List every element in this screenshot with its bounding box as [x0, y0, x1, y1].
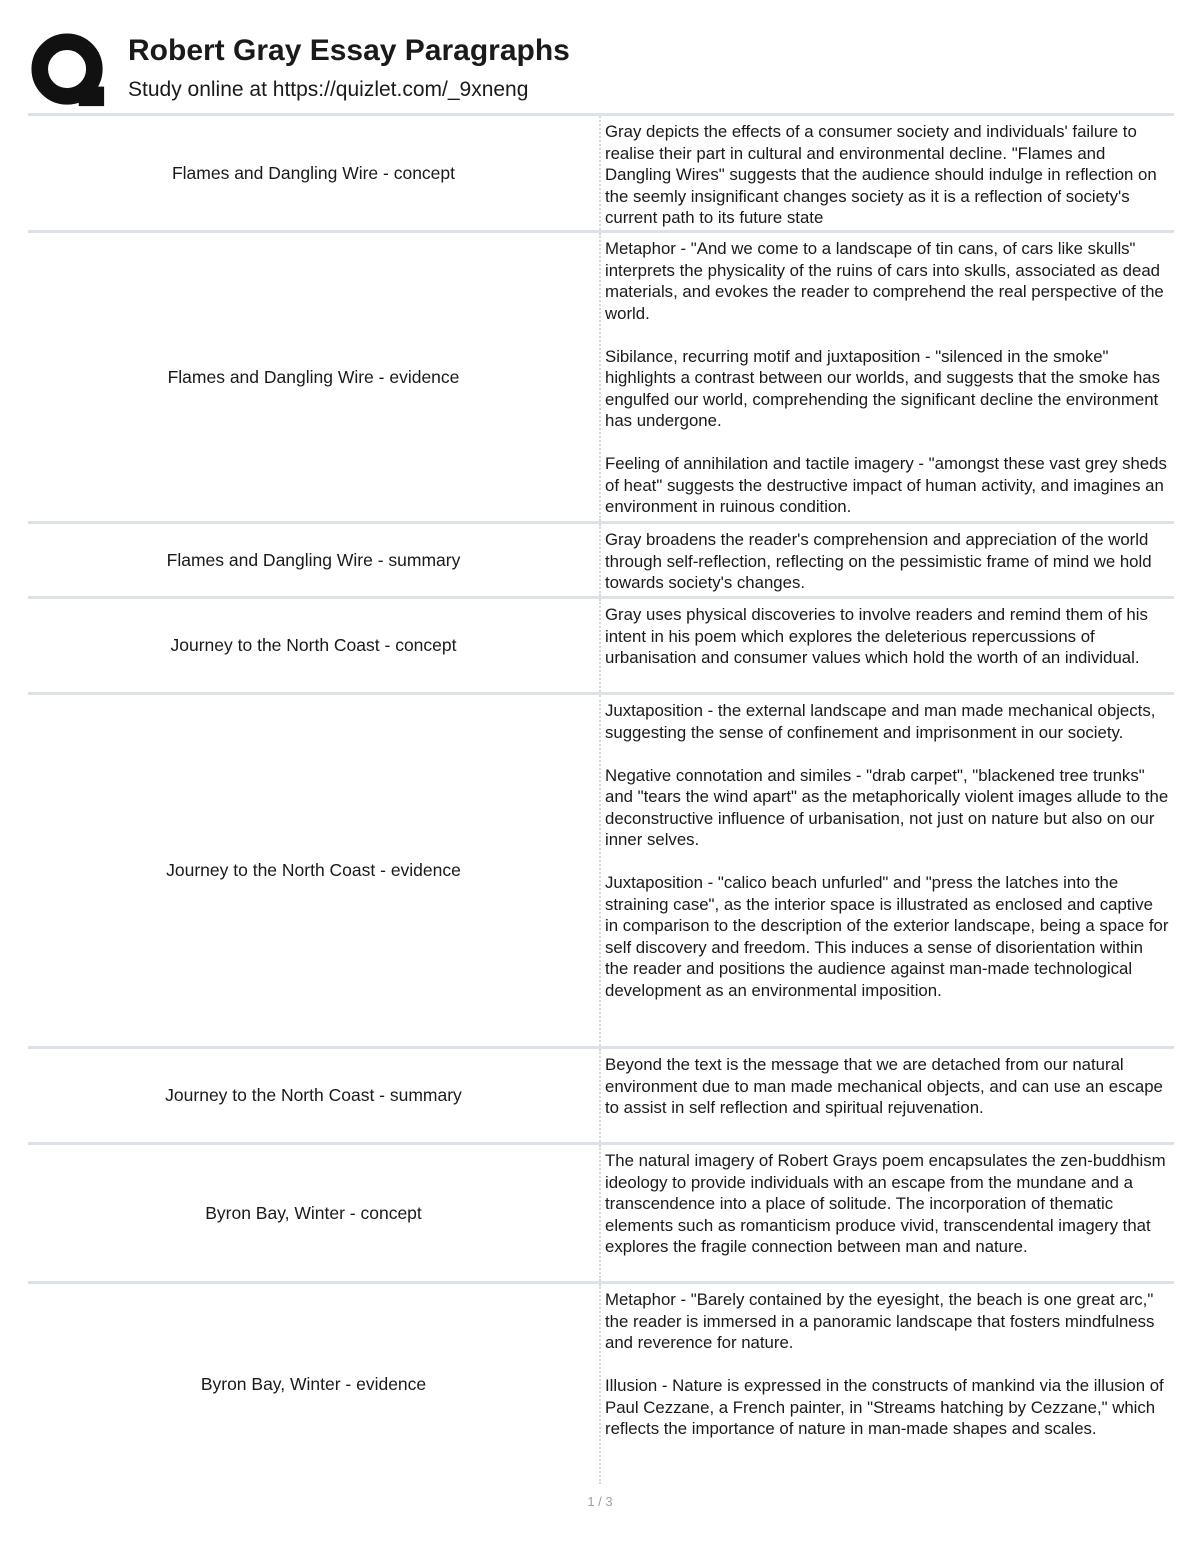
card-definition: Metaphor - "And we come to a landscape of tin cans, of cars like skulls" interprets the physicality of the ruins of cars into skulls, associated as dead materials, and evokes the reader to comprehend the real perspective of the world. Sibilance, recurring motif and juxtaposition - "silenced in the smoke" highlights a contrast between our worlds, and suggests that the smoke has engulfed our world, comprehending the significant decline the environment has undergone. Feeling of annihilation and tactile imagery - "amongst these vast grey sheds of heat" suggests the destructive impact of human activity, and imagines an environment in ruinous condition. [605, 239, 1167, 516]
study-online-link[interactable]: Study online at https://quizlet.com/_9xneng [128, 78, 529, 101]
card-definition: The natural imagery of Robert Grays poem encapsulates the zen-buddhism ideology to provide individuals with an escape from the mundane and a transcendence into a place of solitude. The incorporation of thematic elements such as romanticism produce vivid, transcendental imagery that explores the fragile connection between man and nature. [605, 1151, 1166, 1256]
card-term: Flames and Dangling Wire - summary [28, 524, 601, 596]
flashcard-row [28, 1049, 1174, 1145]
card-definition: Gray depicts the effects of a consumer society and individuals' failure to realise their part in cultural and environmental decline. "Flames and Dangling Wires" suggests that the audience should indulge in reflection on the seemly insignificant changes society as it is a reflection of society's current path to its future state [605, 122, 1157, 227]
card-term: Journey to the North Coast - evidence [28, 695, 601, 1046]
flashcard-row [28, 233, 1174, 524]
card-term: Flames and Dangling Wire - evidence [28, 233, 601, 521]
card-term: Byron Bay, Winter - evidence [28, 1284, 601, 1484]
quizlet-q-logo-icon [30, 32, 108, 110]
card-definition: Gray uses physical discoveries to involve readers and remind them of his intent in his poem which explores the deleterious repercussions of urbanisation and consumer values which hold the worth of an individual. [605, 605, 1148, 667]
card-term: Journey to the North Coast - concept [28, 599, 601, 692]
flashcard-row [28, 695, 1174, 1049]
card-definition: Beyond the text is the message that we are detached from our natural environment due to man made mechanical objects, and can use an escape to assist in self reflection and spiritual rejuvenation. [605, 1055, 1163, 1117]
flashcard-row [28, 1284, 1174, 1484]
card-definition: Juxtaposition - the external landscape and man made mechanical objects, suggesting the sense of confinement and imprisonment in our society. Negative connotation and similes - "drab carpet", "blackened tree trunks" and "tears the wind apart" as the metaphorically violent images allude to the deconstructive influence of urbanisation, not just on nature but also on our inner selves. Juxtaposition - "calico beach unfurled" and "press the latches into the straining case", as the interior space is illustrated as enclosed and captive in comparison to the description of the exterior landscape, being a space for self discovery and freedom. This induces a sense of disorientation within the reader and positions the audience against man-made technological development as an environmental imposition. [605, 701, 1169, 1000]
flashcard-row [28, 1145, 1174, 1284]
flashcard-row [28, 599, 1174, 695]
card-term: Flames and Dangling Wire - concept [28, 116, 601, 230]
card-definition: Metaphor - "Barely contained by the eyesight, the beach is one great arc," the reader is immersed in a panoramic landscape that fosters mindfulness and reverence for nature. Illusion - Nature is expressed in the constructs of mankind via the illusion of Paul Cezzane, a French painter, in "Streams hatching by Cezzane," which reflects the importance of nature in man-made shapes and scales. [605, 1290, 1164, 1438]
flashcard-row [28, 116, 1174, 233]
flashcard-list [28, 113, 1174, 1484]
page-title: Robert Gray Essay Paragraphs [128, 34, 570, 67]
page-header [28, 26, 1178, 114]
card-definition: Gray broadens the reader's comprehension and appreciation of the world through self-reflection, reflecting on the pessimistic frame of mind we hold towards society's changes. [605, 530, 1152, 592]
page-indicator: 1 / 3 [587, 1494, 613, 1509]
flashcard-row [28, 524, 1174, 599]
card-term: Journey to the North Coast - summary [28, 1049, 601, 1142]
card-term: Byron Bay, Winter - concept [28, 1145, 601, 1281]
